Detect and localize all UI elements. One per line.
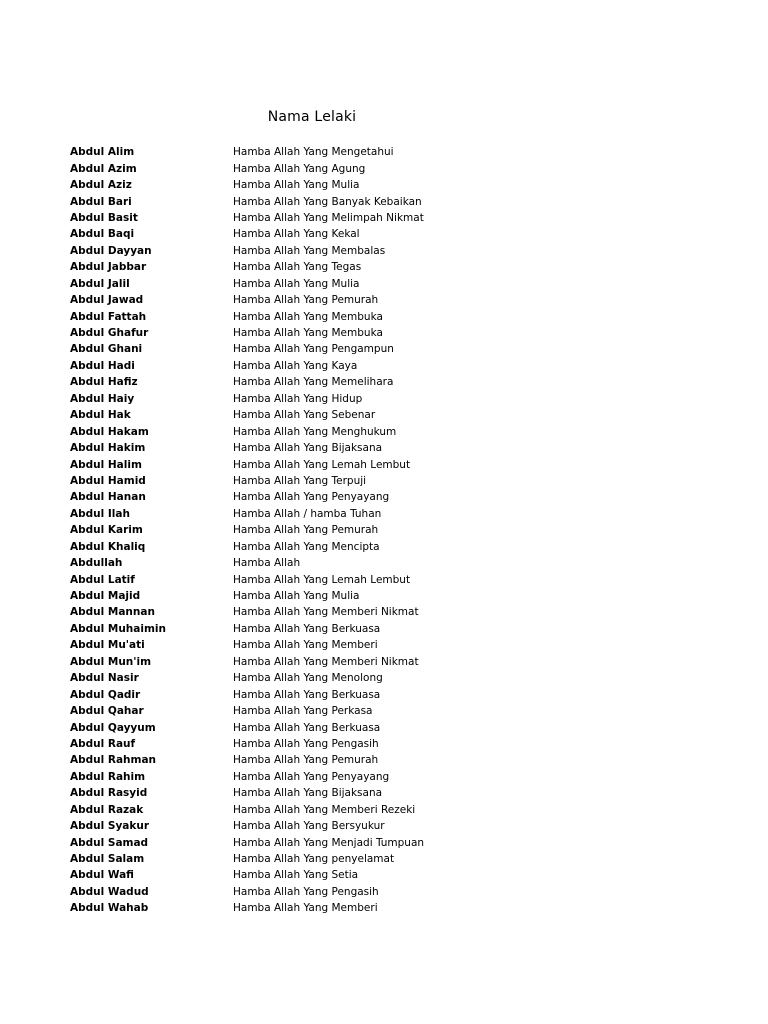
list-item	[70, 802, 630, 818]
entry-meaning: Hamba Allah / hamba Tuhan	[233, 507, 382, 520]
list-item	[70, 308, 630, 324]
entry-name: Abdul Baqi	[70, 228, 135, 241]
entry-meaning: Hamba Allah Yang Banyak Kebaikan	[233, 195, 422, 208]
entry-meaning: Hamba Allah Yang Membuka	[233, 327, 383, 340]
entry-name: Abdul Khaliq	[70, 540, 146, 553]
list-item	[70, 752, 630, 768]
entry-name: Abdul Rahim	[70, 770, 146, 783]
entry-name: Abdul Nasir	[70, 672, 139, 685]
entry-meaning: Hamba Allah Yang Memberi Nikmat	[233, 655, 419, 668]
entry-meaning: Hamba Allah Yang Melimpah Nikmat	[233, 211, 424, 224]
entry-name: Abdul Salam	[70, 853, 145, 866]
list-item	[70, 736, 630, 752]
entry-meaning: Hamba Allah Yang Hidup	[233, 392, 363, 405]
entry-meaning: Hamba Allah Yang Menolong	[233, 672, 383, 685]
entry-name: Abdul Hak	[70, 409, 131, 422]
entry-name: Abdul Ghani	[70, 343, 143, 356]
entry-meaning: Hamba Allah Yang Pemurah	[233, 754, 379, 767]
list-item	[70, 851, 630, 867]
entry-meaning: Hamba Allah Yang Bijaksana	[233, 787, 383, 800]
list-item	[70, 144, 630, 160]
entry-name: Abdul Haiy	[70, 392, 135, 405]
list-item	[70, 210, 630, 226]
list-item	[70, 686, 630, 702]
list-item	[70, 325, 630, 341]
list-item	[70, 769, 630, 785]
entry-name: Abdul Hanan	[70, 491, 146, 504]
list-item	[70, 654, 630, 670]
list-item	[70, 292, 630, 308]
list-item	[70, 867, 630, 883]
entry-name: Abdul Halim	[70, 458, 142, 471]
entry-name: Abdul Hakam	[70, 425, 149, 438]
entry-meaning: Hamba Allah Yang Mulia	[233, 179, 360, 192]
list-item	[70, 391, 630, 407]
list-item	[70, 193, 630, 209]
entry-meaning: Hamba Allah Yang penyelamat	[233, 853, 395, 866]
entry-name: Abdul Dayyan	[70, 244, 152, 257]
list-item	[70, 588, 630, 604]
entry-name: Abdul Azim	[70, 162, 137, 175]
entry-name: Abdul Fattah	[70, 310, 147, 323]
list-item	[70, 834, 630, 850]
entry-meaning: Hamba Allah Yang Berkuasa	[233, 688, 381, 701]
entry-meaning: Hamba Allah Yang Menghukum	[233, 425, 397, 438]
entry-name: Abdul Hafiz	[70, 376, 138, 389]
entry-meaning: Hamba Allah Yang Pengampun	[233, 343, 394, 356]
list-item	[70, 276, 630, 292]
entry-meaning: Hamba Allah Yang Bijaksana	[233, 442, 383, 455]
entry-name: Abdul Latif	[70, 573, 135, 586]
list-item	[70, 341, 630, 357]
list-item	[70, 489, 630, 505]
entry-meaning: Hamba Allah Yang Mengetahui	[233, 146, 394, 159]
name-list	[70, 144, 630, 917]
entry-name: Abdul Mu'ati	[70, 639, 145, 652]
entry-name: Abdul Syakur	[70, 820, 150, 833]
list-item	[70, 374, 630, 390]
entry-name: Abdul Qayyum	[70, 721, 156, 734]
entry-meaning: Hamba Allah	[233, 557, 301, 570]
entry-name: Abdul Hakim	[70, 442, 146, 455]
list-item	[70, 506, 630, 522]
page-title: Nama Lelaki	[267, 109, 357, 125]
list-item	[70, 160, 630, 176]
entry-name: Abdul Rahman	[70, 754, 157, 767]
entry-meaning: Hamba Allah Yang Pemurah	[233, 524, 379, 537]
list-item	[70, 358, 630, 374]
entry-meaning: Hamba Allah Yang Penyayang	[233, 491, 390, 504]
list-item	[70, 423, 630, 439]
entry-name: Abdul Majid	[70, 590, 141, 603]
list-item	[70, 621, 630, 637]
list-item	[70, 670, 630, 686]
list-item	[70, 555, 630, 571]
entry-meaning: Hamba Allah Yang Memberi	[233, 902, 378, 915]
entry-meaning: Hamba Allah Yang Mencipta	[233, 540, 380, 553]
entry-name: Abdul Wafi	[70, 869, 134, 882]
entry-name: Abdul Qadir	[70, 688, 141, 701]
entry-name: Abdul Mannan	[70, 606, 155, 619]
list-item	[70, 571, 630, 587]
entry-meaning: Hamba Allah Yang Membalas	[233, 244, 386, 257]
list-item	[70, 522, 630, 538]
entry-name: Abdul Bari	[70, 195, 132, 208]
list-item	[70, 884, 630, 900]
entry-meaning: Hamba Allah Yang Sebenar	[233, 409, 376, 422]
entry-name: Abdul Samad	[70, 836, 149, 849]
entry-name: Abdul Hamid	[70, 474, 146, 487]
entry-meaning: Hamba Allah Yang Lemah Lembut	[233, 573, 411, 586]
list-item	[70, 259, 630, 275]
entry-name: Abdul Aziz	[70, 179, 132, 192]
list-item	[70, 719, 630, 735]
list-item	[70, 177, 630, 193]
entry-name: Abdul Mun'im	[70, 655, 152, 668]
list-item	[70, 226, 630, 242]
entry-meaning: Hamba Allah Yang Agung	[233, 162, 366, 175]
entry-name: Abdul Razak	[70, 803, 144, 816]
entry-name: Abdul Jalil	[70, 277, 130, 290]
entry-name: Abdullah	[70, 557, 123, 570]
entry-name: Abdul Jabbar	[70, 261, 147, 274]
entry-meaning: Hamba Allah Yang Pemurah	[233, 294, 379, 307]
list-item	[70, 440, 630, 456]
entry-meaning: Hamba Allah Yang Berkuasa	[233, 622, 381, 635]
entry-name: Abdul Basit	[70, 211, 138, 224]
list-item	[70, 703, 630, 719]
entry-meaning: Hamba Allah Yang Memberi Nikmat	[233, 606, 419, 619]
entry-name: Abdul Jawad	[70, 294, 144, 307]
entry-meaning: Hamba Allah Yang Setia	[233, 869, 359, 882]
list-item	[70, 243, 630, 259]
entry-name: Abdul Karim	[70, 524, 143, 537]
entry-meaning: Hamba Allah Yang Memberi	[233, 639, 378, 652]
entry-meaning: Hamba Allah Yang Pengasih	[233, 737, 379, 750]
entry-name: Abdul Wadud	[70, 885, 149, 898]
entry-name: Abdul Alim	[70, 146, 135, 159]
entry-name: Abdul Ghafur	[70, 327, 149, 340]
list-item	[70, 900, 630, 916]
list-item	[70, 604, 630, 620]
entry-meaning: Hamba Allah Yang Bersyukur	[233, 820, 385, 833]
list-item	[70, 785, 630, 801]
list-item	[70, 456, 630, 472]
entry-meaning: Hamba Allah Yang Mulia	[233, 590, 360, 603]
entry-name: Abdul Wahab	[70, 902, 149, 915]
entry-meaning: Hamba Allah Yang Pengasih	[233, 885, 379, 898]
list-item	[70, 539, 630, 555]
list-item	[70, 407, 630, 423]
entry-name: Abdul Rasyid	[70, 787, 148, 800]
entry-meaning: Hamba Allah Yang Perkasa	[233, 705, 373, 718]
entry-meaning: Hamba Allah Yang Memelihara	[233, 376, 394, 389]
entry-meaning: Hamba Allah Yang Kaya	[233, 359, 358, 372]
entry-name: Abdul Qahar	[70, 705, 144, 718]
entry-name: Abdul Ilah	[70, 507, 130, 520]
entry-name: Abdul Hadi	[70, 359, 135, 372]
entry-meaning: Hamba Allah Yang Menjadi Tumpuan	[233, 836, 425, 849]
list-item	[70, 637, 630, 653]
entry-meaning: Hamba Allah Yang Mulia	[233, 277, 360, 290]
entry-meaning: Hamba Allah Yang Penyayang	[233, 770, 390, 783]
entry-meaning: Hamba Allah Yang Terpuji	[233, 474, 367, 487]
entry-name: Abdul Rauf	[70, 737, 136, 750]
entry-name: Abdul Muhaimin	[70, 622, 166, 635]
entry-meaning: Hamba Allah Yang Lemah Lembut	[233, 458, 411, 471]
entry-meaning: Hamba Allah Yang Memberi Rezeki	[233, 803, 416, 816]
list-item	[70, 473, 630, 489]
entry-meaning: Hamba Allah Yang Kekal	[233, 228, 360, 241]
entry-meaning: Hamba Allah Yang Membuka	[233, 310, 383, 323]
entry-meaning: Hamba Allah Yang Tegas	[233, 261, 362, 274]
list-item	[70, 818, 630, 834]
entry-meaning: Hamba Allah Yang Berkuasa	[233, 721, 381, 734]
